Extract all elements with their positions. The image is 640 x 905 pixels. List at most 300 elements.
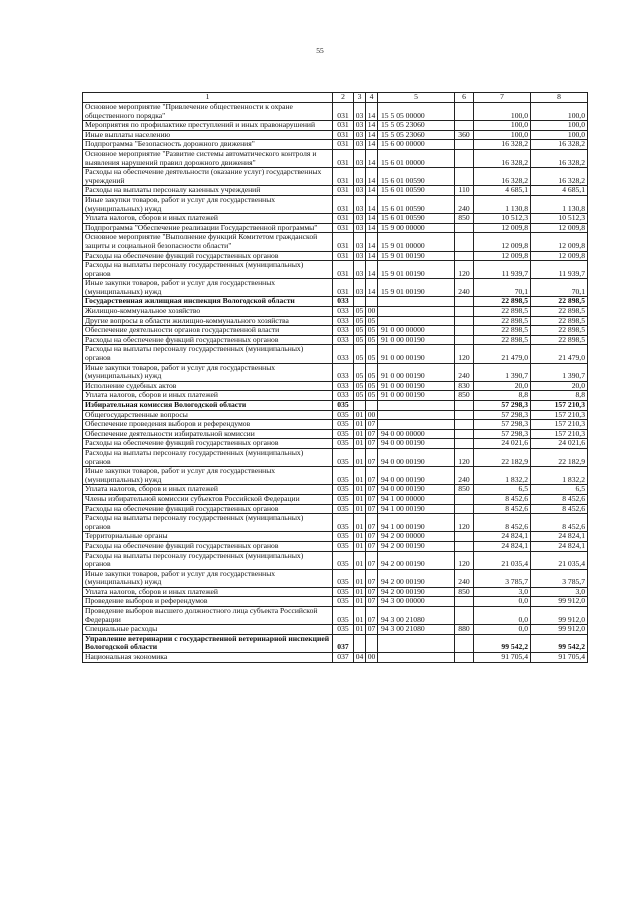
target-article-cell: 15 6 01 00590 (378, 168, 455, 186)
target-article-cell: 94 2 00 00190 (378, 541, 455, 551)
amount-year1-cell: 20,0 (474, 381, 531, 391)
ministry-code-cell: 031 (333, 233, 354, 251)
expense-type-cell (455, 316, 474, 326)
subsection-code-cell: 00 (366, 307, 378, 317)
amount-year2-cell: 3,0 (531, 587, 588, 597)
table-row (83, 448, 588, 466)
table-row (83, 653, 588, 663)
table-row (83, 335, 588, 345)
table-row (83, 541, 588, 551)
amount-year1-cell: 12 009,8 (474, 251, 531, 261)
table-row (83, 316, 588, 326)
amount-year2-cell: 4 685,1 (531, 186, 588, 196)
section-code-cell: 05 (354, 326, 366, 336)
row-name-cell: Государственная жилищная инспекция Вологодской области (83, 297, 333, 307)
section-code-cell: 03 (354, 186, 366, 196)
expense-type-cell (455, 597, 474, 607)
table-row (83, 625, 588, 635)
ministry-code-cell: 035 (333, 569, 354, 587)
row-name-cell: Исполнение судебных актов (83, 381, 333, 391)
target-article-cell: 15 6 01 00590 (378, 186, 455, 196)
expense-type-cell: 850 (455, 214, 474, 224)
subsection-code-cell: 14 (366, 130, 378, 140)
subsection-code-cell (366, 634, 378, 652)
amount-year2-cell: 1 130,8 (531, 195, 588, 213)
amount-year2-cell: 16 328,2 (531, 149, 588, 167)
table-row (83, 504, 588, 514)
section-code-cell: 01 (354, 532, 366, 542)
amount-year1-cell: 22 182,9 (474, 448, 531, 466)
ministry-code-cell: 035 (333, 532, 354, 542)
section-code-cell: 03 (354, 103, 366, 121)
amount-year2-cell: 1 390,7 (531, 363, 588, 381)
subsection-code-cell: 05 (366, 391, 378, 401)
ministry-code-cell: 031 (333, 149, 354, 167)
amount-year1-cell: 22 898,5 (474, 297, 531, 307)
amount-year1-cell: 8,8 (474, 391, 531, 401)
subsection-code-cell: 14 (366, 186, 378, 196)
amount-year2-cell: 21 479,0 (531, 345, 588, 363)
section-code-cell: 03 (354, 140, 366, 150)
target-article-cell: 15 6 01 00590 (378, 195, 455, 213)
expense-type-cell (455, 223, 474, 233)
row-name-cell: Подпрограмма "Безопасность дорожного движения" (83, 140, 333, 150)
target-article-cell: 94 0 00 00190 (378, 467, 455, 485)
amount-year2-cell: 24 021,6 (531, 439, 588, 449)
subsection-code-cell: 14 (366, 214, 378, 224)
amount-year1-cell: 3,0 (474, 587, 531, 597)
target-article-cell: 94 2 00 00190 (378, 551, 455, 569)
ministry-code-cell: 031 (333, 261, 354, 279)
row-name-cell: Иные закупки товаров, работ и услуг для государственных (муниципальных) нужд (83, 569, 333, 587)
row-name-cell: Другие вопросы в области жилищно-коммунального хозяйства (83, 316, 333, 326)
ministry-code-cell: 031 (333, 121, 354, 131)
table-row (83, 551, 588, 569)
expense-type-cell (455, 140, 474, 150)
subsection-code-cell: 07 (366, 541, 378, 551)
amount-year2-cell: 12 009,8 (531, 251, 588, 261)
section-code-cell: 03 (354, 251, 366, 261)
target-article-cell: 94 1 00 00190 (378, 504, 455, 514)
table-row (83, 121, 588, 131)
ministry-code-cell: 031 (333, 168, 354, 186)
section-code-cell: 05 (354, 307, 366, 317)
subsection-code-cell: 07 (366, 420, 378, 430)
ministry-code-cell: 035 (333, 597, 354, 607)
target-article-cell: 94 0 00 00190 (378, 448, 455, 466)
target-article-cell (378, 316, 455, 326)
ministry-code-cell: 031 (333, 103, 354, 121)
amount-year2-cell: 22 182,9 (531, 448, 588, 466)
section-code-cell: 03 (354, 195, 366, 213)
amount-year2-cell: 157 210,3 (531, 420, 588, 430)
table-row (83, 195, 588, 213)
row-name-cell: Расходы на обеспечение функций государственных органов (83, 439, 333, 449)
expense-type-cell (455, 103, 474, 121)
table-row (83, 391, 588, 401)
expense-type-cell (455, 149, 474, 167)
target-article-cell: 15 6 01 00000 (378, 149, 455, 167)
row-name-cell: Расходы на обеспечение функций государственных органов (83, 541, 333, 551)
row-name-cell: Общегосударственные вопросы (83, 410, 333, 420)
amount-year2-cell: 11 939,7 (531, 261, 588, 279)
expense-type-cell (455, 653, 474, 663)
table-row (83, 439, 588, 449)
amount-year2-cell: 99 912,0 (531, 597, 588, 607)
row-name-cell: Проведение выборов и референдумов (83, 597, 333, 607)
subsection-code-cell: 05 (366, 326, 378, 336)
expense-type-cell: 240 (455, 363, 474, 381)
table-row (83, 345, 588, 363)
amount-year2-cell: 12 009,8 (531, 223, 588, 233)
amount-year1-cell: 16 328,2 (474, 168, 531, 186)
expense-type-cell (455, 494, 474, 504)
section-code-cell: 01 (354, 485, 366, 495)
section-code-cell: 03 (354, 149, 366, 167)
expense-type-cell: 120 (455, 448, 474, 466)
amount-year1-cell: 12 009,8 (474, 223, 531, 233)
table-row (83, 381, 588, 391)
table-row (83, 297, 588, 307)
expense-type-cell (455, 607, 474, 625)
header-cell: 2 (333, 93, 354, 103)
expense-type-cell (455, 297, 474, 307)
row-name-cell: Территориальные органы (83, 532, 333, 542)
amount-year1-cell: 21 479,0 (474, 345, 531, 363)
expense-type-cell (455, 326, 474, 336)
target-article-cell: 94 0 00 00190 (378, 485, 455, 495)
ministry-code-cell: 031 (333, 186, 354, 196)
amount-year1-cell: 10 512,3 (474, 214, 531, 224)
ministry-code-cell: 031 (333, 130, 354, 140)
table-row (83, 532, 588, 542)
expense-type-cell (455, 251, 474, 261)
subsection-code-cell: 00 (366, 653, 378, 663)
subsection-code-cell (366, 401, 378, 411)
target-article-cell (378, 634, 455, 652)
amount-year2-cell: 12 009,8 (531, 233, 588, 251)
subsection-code-cell: 07 (366, 551, 378, 569)
amount-year1-cell: 91 705,4 (474, 653, 531, 663)
subsection-code-cell: 14 (366, 223, 378, 233)
page-number: 55 (316, 46, 324, 55)
amount-year2-cell: 70,1 (531, 279, 588, 297)
header-cell: 8 (531, 93, 588, 103)
subsection-code-cell (366, 297, 378, 307)
subsection-code-cell: 07 (366, 485, 378, 495)
ministry-code-cell: 035 (333, 551, 354, 569)
target-article-cell: 15 6 01 00590 (378, 214, 455, 224)
target-article-cell: 94 0 00 00190 (378, 439, 455, 449)
row-name-cell: Расходы на выплаты персоналу казенных учреждений (83, 186, 333, 196)
subsection-code-cell: 07 (366, 625, 378, 635)
amount-year1-cell: 100,0 (474, 103, 531, 121)
ministry-code-cell: 033 (333, 307, 354, 317)
amount-year1-cell: 8 452,6 (474, 504, 531, 514)
ministry-code-cell: 037 (333, 653, 354, 663)
table-row (83, 168, 588, 186)
amount-year1-cell: 70,1 (474, 279, 531, 297)
amount-year1-cell: 16 328,2 (474, 140, 531, 150)
row-name-cell: Обеспечение деятельности органов государственной власти (83, 326, 333, 336)
ministry-code-cell: 035 (333, 485, 354, 495)
ministry-code-cell: 037 (333, 634, 354, 652)
section-code-cell: 01 (354, 607, 366, 625)
expense-type-cell: 850 (455, 485, 474, 495)
amount-year2-cell: 22 898,5 (531, 316, 588, 326)
table-row (83, 587, 588, 597)
ministry-code-cell: 035 (333, 494, 354, 504)
target-article-cell: 15 5 05 23060 (378, 130, 455, 140)
subsection-code-cell: 00 (366, 410, 378, 420)
subsection-code-cell: 07 (366, 587, 378, 597)
row-name-cell: Иные закупки товаров, работ и услуг для государственных (муниципальных) нужд (83, 195, 333, 213)
ministry-code-cell: 035 (333, 401, 354, 411)
amount-year2-cell: 24 824,1 (531, 541, 588, 551)
expense-type-cell: 240 (455, 467, 474, 485)
section-code-cell: 05 (354, 335, 366, 345)
section-code-cell: 01 (354, 420, 366, 430)
ministry-code-cell: 031 (333, 251, 354, 261)
row-name-cell: Расходы на обеспечение функций государственных органов (83, 335, 333, 345)
amount-year1-cell: 3 785,7 (474, 569, 531, 587)
section-code-cell: 01 (354, 439, 366, 449)
subsection-code-cell: 07 (366, 532, 378, 542)
target-article-cell: 15 9 01 00190 (378, 251, 455, 261)
subsection-code-cell: 07 (366, 448, 378, 466)
ministry-code-cell: 033 (333, 335, 354, 345)
target-article-cell: 15 5 05 00000 (378, 103, 455, 121)
section-code-cell: 03 (354, 233, 366, 251)
ministry-code-cell: 035 (333, 448, 354, 466)
section-code-cell: 03 (354, 261, 366, 279)
amount-year2-cell: 21 035,4 (531, 551, 588, 569)
section-code-cell: 01 (354, 587, 366, 597)
ministry-code-cell: 035 (333, 439, 354, 449)
target-article-cell (378, 401, 455, 411)
expense-type-cell (455, 420, 474, 430)
row-name-cell: Обеспечение проведения выборов и референдумов (83, 420, 333, 430)
expense-type-cell (455, 335, 474, 345)
section-code-cell: 01 (354, 410, 366, 420)
ministry-code-cell: 031 (333, 223, 354, 233)
section-code-cell: 03 (354, 279, 366, 297)
table-row (83, 410, 588, 420)
table-row (83, 597, 588, 607)
header-cell: 1 (83, 93, 333, 103)
row-name-cell: Жилищно-коммунальное хозяйство (83, 307, 333, 317)
subsection-code-cell: 05 (366, 381, 378, 391)
target-article-cell (378, 297, 455, 307)
amount-year2-cell: 8 452,6 (531, 494, 588, 504)
subsection-code-cell: 14 (366, 140, 378, 150)
row-name-cell: Обеспечение деятельности избирательной комиссии (83, 429, 333, 439)
amount-year1-cell: 0,0 (474, 607, 531, 625)
amount-year2-cell: 100,0 (531, 130, 588, 140)
amount-year1-cell: 57 298,3 (474, 410, 531, 420)
target-article-cell: 94 0 00 00000 (378, 429, 455, 439)
target-article-cell: 94 2 00 00190 (378, 587, 455, 597)
target-article-cell: 15 9 00 00000 (378, 223, 455, 233)
expense-type-cell (455, 429, 474, 439)
subsection-code-cell: 14 (366, 168, 378, 186)
expense-type-cell (455, 168, 474, 186)
section-code-cell (354, 634, 366, 652)
amount-year1-cell: 24 824,1 (474, 532, 531, 542)
amount-year2-cell: 100,0 (531, 121, 588, 131)
amount-year1-cell: 0,0 (474, 625, 531, 635)
ministry-code-cell: 035 (333, 504, 354, 514)
expense-type-cell: 240 (455, 279, 474, 297)
ministry-code-cell: 035 (333, 587, 354, 597)
ministry-code-cell: 033 (333, 345, 354, 363)
subsection-code-cell: 07 (366, 429, 378, 439)
subsection-code-cell: 14 (366, 261, 378, 279)
target-article-cell: 15 6 00 00000 (378, 140, 455, 150)
expense-type-cell (455, 401, 474, 411)
table-row (83, 514, 588, 532)
subsection-code-cell: 14 (366, 233, 378, 251)
target-article-cell: 94 3 00 00000 (378, 597, 455, 607)
ministry-code-cell: 033 (333, 297, 354, 307)
target-article-cell: 91 0 00 00190 (378, 363, 455, 381)
section-code-cell: 01 (354, 597, 366, 607)
subsection-code-cell: 07 (366, 597, 378, 607)
target-article-cell: 91 0 00 00000 (378, 326, 455, 336)
row-name-cell: Расходы на выплаты персоналу государственных (муниципальных) органов (83, 261, 333, 279)
section-code-cell: 01 (354, 625, 366, 635)
section-code-cell: 05 (354, 345, 366, 363)
amount-year2-cell: 91 705,4 (531, 653, 588, 663)
section-code-cell: 05 (354, 381, 366, 391)
table-row (83, 251, 588, 261)
subsection-code-cell: 07 (366, 514, 378, 532)
section-code-cell: 05 (354, 316, 366, 326)
expense-type-cell: 120 (455, 514, 474, 532)
expense-type-cell: 880 (455, 625, 474, 635)
expense-type-cell (455, 634, 474, 652)
subsection-code-cell: 07 (366, 494, 378, 504)
amount-year1-cell: 24 021,6 (474, 439, 531, 449)
target-article-cell: 15 9 01 00000 (378, 233, 455, 251)
expense-type-cell: 240 (455, 569, 474, 587)
row-name-cell: Управление ветеринарии с государственной ветеринарной инспекцией Вологодской области (83, 634, 333, 652)
table-row (83, 634, 588, 652)
amount-year1-cell: 99 542,2 (474, 634, 531, 652)
target-article-cell: 94 3 00 21080 (378, 625, 455, 635)
amount-year2-cell: 22 898,5 (531, 297, 588, 307)
amount-year1-cell: 16 328,2 (474, 149, 531, 167)
table-row (83, 363, 588, 381)
subsection-code-cell: 05 (366, 345, 378, 363)
row-name-cell: Специальные расходы (83, 625, 333, 635)
subsection-code-cell: 07 (366, 504, 378, 514)
ministry-code-cell: 033 (333, 381, 354, 391)
amount-year2-cell: 1 832,2 (531, 467, 588, 485)
row-name-cell: Подпрограмма "Обеспечение реализации Государственной программы" (83, 223, 333, 233)
table-row (83, 279, 588, 297)
expense-type-cell: 830 (455, 381, 474, 391)
section-code-cell: 05 (354, 363, 366, 381)
section-code-cell: 03 (354, 130, 366, 140)
amount-year2-cell: 22 898,5 (531, 335, 588, 345)
table-header-row (83, 93, 588, 103)
expense-type-cell: 360 (455, 130, 474, 140)
amount-year1-cell: 100,0 (474, 121, 531, 131)
table-row (83, 149, 588, 167)
target-article-cell: 15 9 01 00190 (378, 279, 455, 297)
target-article-cell: 94 2 00 00190 (378, 569, 455, 587)
amount-year1-cell: 22 898,5 (474, 335, 531, 345)
amount-year2-cell: 99 912,0 (531, 607, 588, 625)
amount-year1-cell: 57 298,3 (474, 401, 531, 411)
table-row (83, 494, 588, 504)
ministry-code-cell: 035 (333, 541, 354, 551)
amount-year2-cell: 16 328,2 (531, 168, 588, 186)
amount-year1-cell: 22 898,5 (474, 326, 531, 336)
row-name-cell: Расходы на обеспечение функций государственных органов (83, 504, 333, 514)
table-row (83, 485, 588, 495)
table-row (83, 429, 588, 439)
amount-year2-cell: 8,8 (531, 391, 588, 401)
target-article-cell (378, 420, 455, 430)
amount-year2-cell: 10 512,3 (531, 214, 588, 224)
table-row (83, 607, 588, 625)
target-article-cell: 15 9 01 00190 (378, 261, 455, 279)
subsection-code-cell: 14 (366, 251, 378, 261)
expense-type-cell (455, 541, 474, 551)
expense-type-cell (455, 504, 474, 514)
table-row (83, 103, 588, 121)
section-code-cell: 01 (354, 569, 366, 587)
amount-year1-cell: 24 824,1 (474, 541, 531, 551)
table-row (83, 569, 588, 587)
row-name-cell: Мероприятия по профилактике преступлений и иных правонарушений (83, 121, 333, 131)
target-article-cell: 15 5 05 23060 (378, 121, 455, 131)
amount-year2-cell: 20,0 (531, 381, 588, 391)
subsection-code-cell: 05 (366, 363, 378, 381)
amount-year1-cell: 22 898,5 (474, 316, 531, 326)
amount-year2-cell: 157 210,3 (531, 401, 588, 411)
target-article-cell: 94 2 00 00000 (378, 532, 455, 542)
header-cell: 7 (474, 93, 531, 103)
amount-year1-cell: 1 832,2 (474, 467, 531, 485)
amount-year2-cell: 24 824,1 (531, 532, 588, 542)
amount-year2-cell: 16 328,2 (531, 140, 588, 150)
table-row (83, 261, 588, 279)
ministry-code-cell: 033 (333, 326, 354, 336)
row-name-cell: Иные выплаты населению (83, 130, 333, 140)
subsection-code-cell: 07 (366, 439, 378, 449)
row-name-cell: Расходы на обеспечение функций государственных органов (83, 251, 333, 261)
amount-year2-cell: 157 210,3 (531, 410, 588, 420)
expense-type-cell (455, 121, 474, 131)
ministry-code-cell: 033 (333, 316, 354, 326)
ministry-code-cell: 035 (333, 420, 354, 430)
target-article-cell: 94 1 00 00000 (378, 494, 455, 504)
target-article-cell: 91 0 00 00190 (378, 335, 455, 345)
amount-year1-cell: 57 298,3 (474, 429, 531, 439)
table-row (83, 307, 588, 317)
section-code-cell: 03 (354, 121, 366, 131)
row-name-cell: Основное мероприятие "Привлечение общественности к охране общественного порядка" (83, 103, 333, 121)
amount-year1-cell: 11 939,7 (474, 261, 531, 279)
row-name-cell: Расходы на обеспечение деятельности (оказание услуг) государственных учреждений (83, 168, 333, 186)
table-row (83, 326, 588, 336)
row-name-cell: Проведение выборов высшего должностного лица субъекта Российской Федерации (83, 607, 333, 625)
ministry-code-cell: 035 (333, 607, 354, 625)
subsection-code-cell: 05 (366, 335, 378, 345)
